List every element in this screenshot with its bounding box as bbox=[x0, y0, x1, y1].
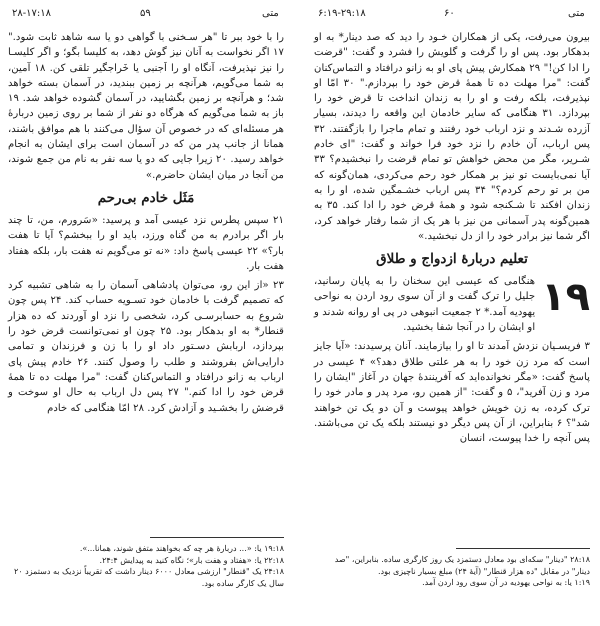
right-footnotes bbox=[314, 554, 590, 589]
right-footnote: ۲۸:۱۸ "دینار" سکه‌ای بود معادل دستمزد یک روز کارگری ساده. بنابراین، "صد دینار" در مقابل "ده هزار قنطار" (آیهٔ ۲۴) مبلغ بسیار ناچیزی بود. bbox=[334, 555, 590, 576]
right-page-number: ۶۰ bbox=[444, 8, 455, 19]
left-paragraph-3: ۲۳ «از این رو، می‌توان پادشاهی آسمان را به شاهی تشبیه کرد که تصمیم گرفت با خادمان خود تسـویه حساب کند. ۲۴ پس چون شروع به حسابرسـی کرد، شخصی را نزد او آوردند که ده هزار قنطار* به او بدهکار بود. ۲۵ چون او نمی‌توانست قرض خود را بپردازد، اربابش دسـتور داد او را با زن و فرزندان و تمامی دارایی‌اش بفروشند و طلب را وصول کنند. ۲۶ خادم پیش پای ارباب به زانو درافتاد و التماس‌کنان گفت: "مرا مهلت ده تا همهٔ قرض خود را ادا کنم." ۲۷ پس دل ارباب به حال او سوخت و قرضش را بخشـید و آزادش کرد. ۲۸ امّا هنگامی که خادم bbox=[8, 280, 285, 414]
right-footnote-divider bbox=[456, 548, 590, 549]
right-paragraph-1: بیرون می‌رفت، یکی از همکاران خـود را دید که صد دینار* به او بدهکار بود. پس او را گرفت و گلویش را فشرد و گفت: "قرضت را ادا کن!" ۲۹ همکارش پیش پای او به زانو درافتاد و التماس‌کنان گفت: "مرا مهلت ده تا همهٔ قرض خود را بپردازم." ۳۰ امّا او نپذیرفت، بلکه رفت و او را به زندان انداخت تا قرض خود را بپردازد. ۳۱ هنگامی که سایر خادمان این واقعه را دیدند، بسیار آزرده شـدند و نزد ارباب خود رفتند و تمام ماجرا را بازگفتند. ۳۲ پس ارباب، آن خادم را نزد خود فرا خواند و گفت: "ای خادم شـریر، مگر من محض خواهش تو تمام قرضت را نبخشیدم؟ ۳۳ آیا نمی‌بایست تو نیز بر همکار خود رحم می‌کردی، همان‌گونه که من بر تو رحم کردم؟" ۳۴ پس ارباب خشـمگین شده، او را به زندان افکند تا شـکنجه شود و همهٔ قرض خود را ادا کند. ۳۵ به همین‌گونه پدر آسمانی من نیز با هر یک از شما رفتار خواهد کرد، اگر شما نیز برادر خود را از دل نبخشید.» bbox=[314, 32, 591, 242]
left-section-heading: مَثَل خادم بی‌رحم bbox=[97, 189, 195, 206]
right-paragraph-3: ۳ فریسـیان نزدش آمدند تا او را بیازمایند. آنان پرسیدند: «آیا جایز است که مرد زن خود را به هر علتی طلاق دهد؟» ۴ عیسی در پاسخ گفت: «مگر نخوانده‌اید که آفرینندهٔ جهان در آغاز "ایشان را مرد و زن آفرید"، ۵ و گفت: "از همین رو، مرد پدر و مادر خود را ترک کرده، به زن خویش خواهد پیوست و آن دو یک تن خواهند شد"؟ ۶ بنابراین، از آن پس دیگر دو نیستند بلکه یک تن می‌باشند. پس آنچه را خدا پیوست، انسان bbox=[314, 341, 590, 445]
left-footnote-divider bbox=[150, 537, 284, 538]
right-footnote: ۱:۱۹ یا: به نواحی یهودیه در آن سوی رود اردن آمد. bbox=[422, 578, 590, 587]
left-footnotes bbox=[8, 543, 284, 589]
left-footnote: ۲۲:۱۸ یا: «هفتاد و هفت بار»؛ نگاه کنید به پیدایش ۲۴:۴. bbox=[99, 555, 284, 565]
left-column bbox=[8, 30, 284, 416]
left-paragraph-1: را با خود ببر تا "هر سـخنی با گواهی دو یا سه شاهد ثابت شود." ۱۷ اگر نخواست به آنان نیز گوش دهد، به کلیسا بگو؛ و اگر کلیسـا را نیز نپذیرفت، آنگاه او را اَجنبی یا خَراجگیر تلقی کن. ۱۸ آمین، به شما می‌گویم، هرآنچه بر زمین ببندید، در آسمان بسته خواهد شد؛ و هرآنچه بر زمین بگشایید، در آسمان گشوده خواهد شد. ۱۹ باز به شما می‌گویم که هرگاه دو نفر از شما بر روی زمین دربارهٔ هر مسئله‌ای که در خصوص آن سؤال می‌کنند با هم موافق باشند، همانا از جانب پدر من که در آسمان است برای ایشان به انجام خواهد رسید. ۲۰ زیرا جایی که دو یا سه نفر به نام من جمع شوند، من آنجا در میان ایشان حاضرم.» bbox=[8, 32, 284, 181]
chapter-number: ۱۹ bbox=[541, 274, 590, 321]
left-header-book: متی bbox=[262, 8, 279, 19]
left-page-number: ۵۹ bbox=[140, 8, 151, 19]
right-column bbox=[314, 30, 590, 446]
right-header-book: متی bbox=[568, 8, 585, 19]
right-header-range: ۶:۱۹-۲۹:۱۸ bbox=[318, 8, 366, 19]
right-section-heading: تعلیم دربارهٔ ازدواج و طلاق bbox=[376, 251, 528, 268]
left-footnote: ۱۹:۱۸ یا: «... دربارهٔ هر چه که بخواهند متفق شوند، همانا...». bbox=[79, 544, 284, 553]
right-paragraph-2: هنگامی که عیسی این سخنان را به پایان رسانید، جلیل را ترک گفت و از آن سوی رود اردن به نواحی یهودیه آمد.* ۲ جمعیت انبوهی در پی او روانه شدند و او ایشان را در آنجا شفا بخشید. bbox=[314, 276, 536, 334]
left-paragraph-2: ۲۱ سپس پطرس نزد عیسی آمد و پرسید: «سَرورم، من، تا چند بار اگر برادرم به من گناه ورزد، باید او را ببخشم؟ آیا تا هفت بار؟» ۲۲ عیسی پاسخ داد: «نه تو می‌گویم نه هفت بار، بلکه هفتاد هفت بار. bbox=[8, 214, 284, 272]
left-header-range: ۲۸-۱۷:۱۸ bbox=[12, 8, 51, 19]
left-footnote: ۲۴:۱۸ یک "قنطار" ارزشی معادل ۶۰۰۰ دینار داشت که تقریباً نزدیک به دستمزد ۲۰ سال یک کارگر ساده بود. bbox=[14, 567, 284, 588]
